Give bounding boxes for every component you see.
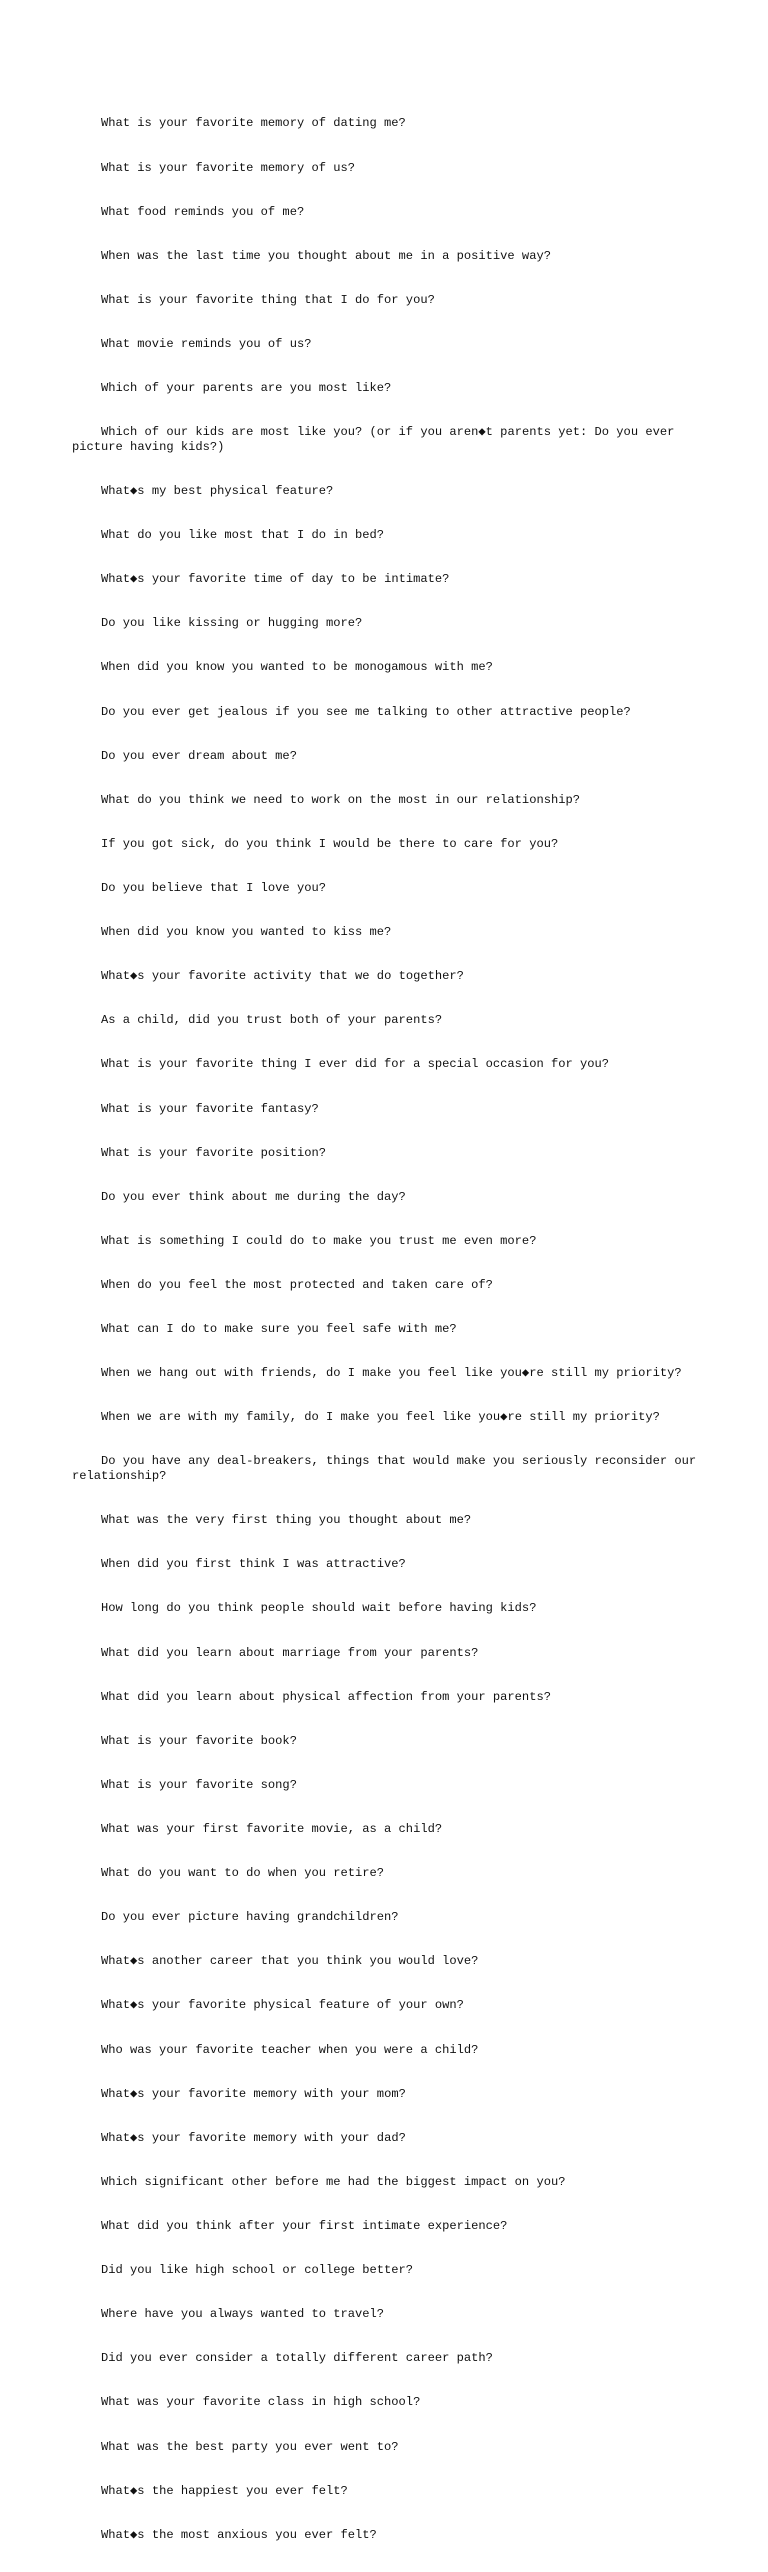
question-line: Which of your parents are you most like? xyxy=(101,381,392,396)
question-line: What◆s another career that you think you would love? xyxy=(101,1954,479,1969)
question-line: Do you have any deal-breakers, things that would make you seriously reconsider our relationship? xyxy=(72,1454,704,1484)
question-line: What◆s your favorite activity that we do together? xyxy=(101,969,464,984)
question-line: What◆s your favorite memory with your mom? xyxy=(101,2086,406,2101)
question-line: What is your favorite song? xyxy=(101,1777,297,1792)
question-line: What is your favorite memory of dating me? xyxy=(101,116,406,131)
question-line: When was the last time you thought about me in a positive way? xyxy=(101,248,551,263)
question-line: How long do you think people should wait before having kids? xyxy=(101,1601,537,1616)
question-line: What do you want to do when you retire? xyxy=(101,1866,385,1881)
question-line: What is your favorite position? xyxy=(101,1145,326,1160)
question-line: As a child, did you trust both of your parents? xyxy=(101,1013,443,1028)
question-line: What did you learn about physical affection from your parents? xyxy=(101,1689,551,1704)
question-line: What is your favorite fantasy? xyxy=(101,1101,319,1116)
question-line: What was the best party you ever went to? xyxy=(101,2439,399,2454)
question-line: What is your favorite book? xyxy=(101,1733,297,1748)
question-line: Do you ever picture having grandchildren? xyxy=(101,1910,399,1925)
question-line: When do you feel the most protected and taken care of? xyxy=(101,1277,493,1292)
question-line: When we are with my family, do I make you feel like you◆re still my priority? xyxy=(101,1410,660,1425)
question-line: Do you ever think about me during the day? xyxy=(101,1189,406,1204)
question-line: When we hang out with friends, do I make you feel like you◆re still my priority? xyxy=(101,1366,682,1381)
question-line: Do you ever dream about me? xyxy=(101,748,297,763)
question-line: What is your favorite thing I ever did for a special occasion for you? xyxy=(101,1057,610,1072)
question-line: Did you ever consider a totally different career path? xyxy=(101,2351,493,2366)
question-line: Did you like high school or college better? xyxy=(101,2263,414,2278)
question-list xyxy=(72,87,702,2572)
question-line: What◆s your favorite time of day to be intimate? xyxy=(101,572,450,587)
question-line: What food reminds you of me? xyxy=(101,204,305,219)
question-line: What movie reminds you of us? xyxy=(101,336,312,351)
question-line: Do you believe that I love you? xyxy=(101,880,326,895)
question-line: When did you know you wanted to be monogamous with me? xyxy=(101,660,493,675)
question-line: Which significant other before me had the biggest impact on you? xyxy=(101,2174,566,2189)
question-line: What◆s your favorite physical feature of your own? xyxy=(101,1998,464,2013)
question-line: What is your favorite thing that I do for you? xyxy=(101,292,435,307)
question-line: What◆s your favorite memory with your dad? xyxy=(101,2130,406,2145)
question-line: What do you think we need to work on the most in our relationship? xyxy=(101,792,580,807)
question-line: Where have you always wanted to travel? xyxy=(101,2307,385,2322)
question-line: What do you like most that I do in bed? xyxy=(101,528,385,543)
question-line: When did you know you wanted to kiss me? xyxy=(101,925,392,940)
question-line: What◆s my best physical feature? xyxy=(101,483,334,498)
question-line: What did you learn about marriage from your parents? xyxy=(101,1645,479,1660)
question-line: Do you ever get jealous if you see me talking to other attractive people? xyxy=(101,704,631,719)
question-line: When did you first think I was attractive? xyxy=(101,1557,406,1572)
question-line: What is something I could do to make you trust me even more? xyxy=(101,1233,537,1248)
question-line: What did you think after your first intimate experience? xyxy=(101,2218,508,2233)
question-line: What is your favorite memory of us? xyxy=(101,160,356,175)
question-line: What was your first favorite movie, as a child? xyxy=(101,1821,443,1836)
question-line: Which of our kids are most like you? (or if you aren◆t parents yet: Do you ever picture having kids?) xyxy=(72,425,682,454)
question-line: What was your favorite class in high school? xyxy=(101,2395,421,2410)
question-line: If you got sick, do you think I would be there to care for you? xyxy=(101,836,559,851)
question-line: What◆s the most anxious you ever felt? xyxy=(101,2527,377,2542)
question-line: Who was your favorite teacher when you were a child? xyxy=(101,2042,479,2057)
question-line: What◆s the happiest you ever felt? xyxy=(101,2483,348,2498)
question-line: What was the very first thing you thought about me? xyxy=(101,1513,472,1528)
question-line: What can I do to make sure you feel safe with me? xyxy=(101,1322,457,1337)
question-line: Do you like kissing or hugging more? xyxy=(101,616,363,631)
